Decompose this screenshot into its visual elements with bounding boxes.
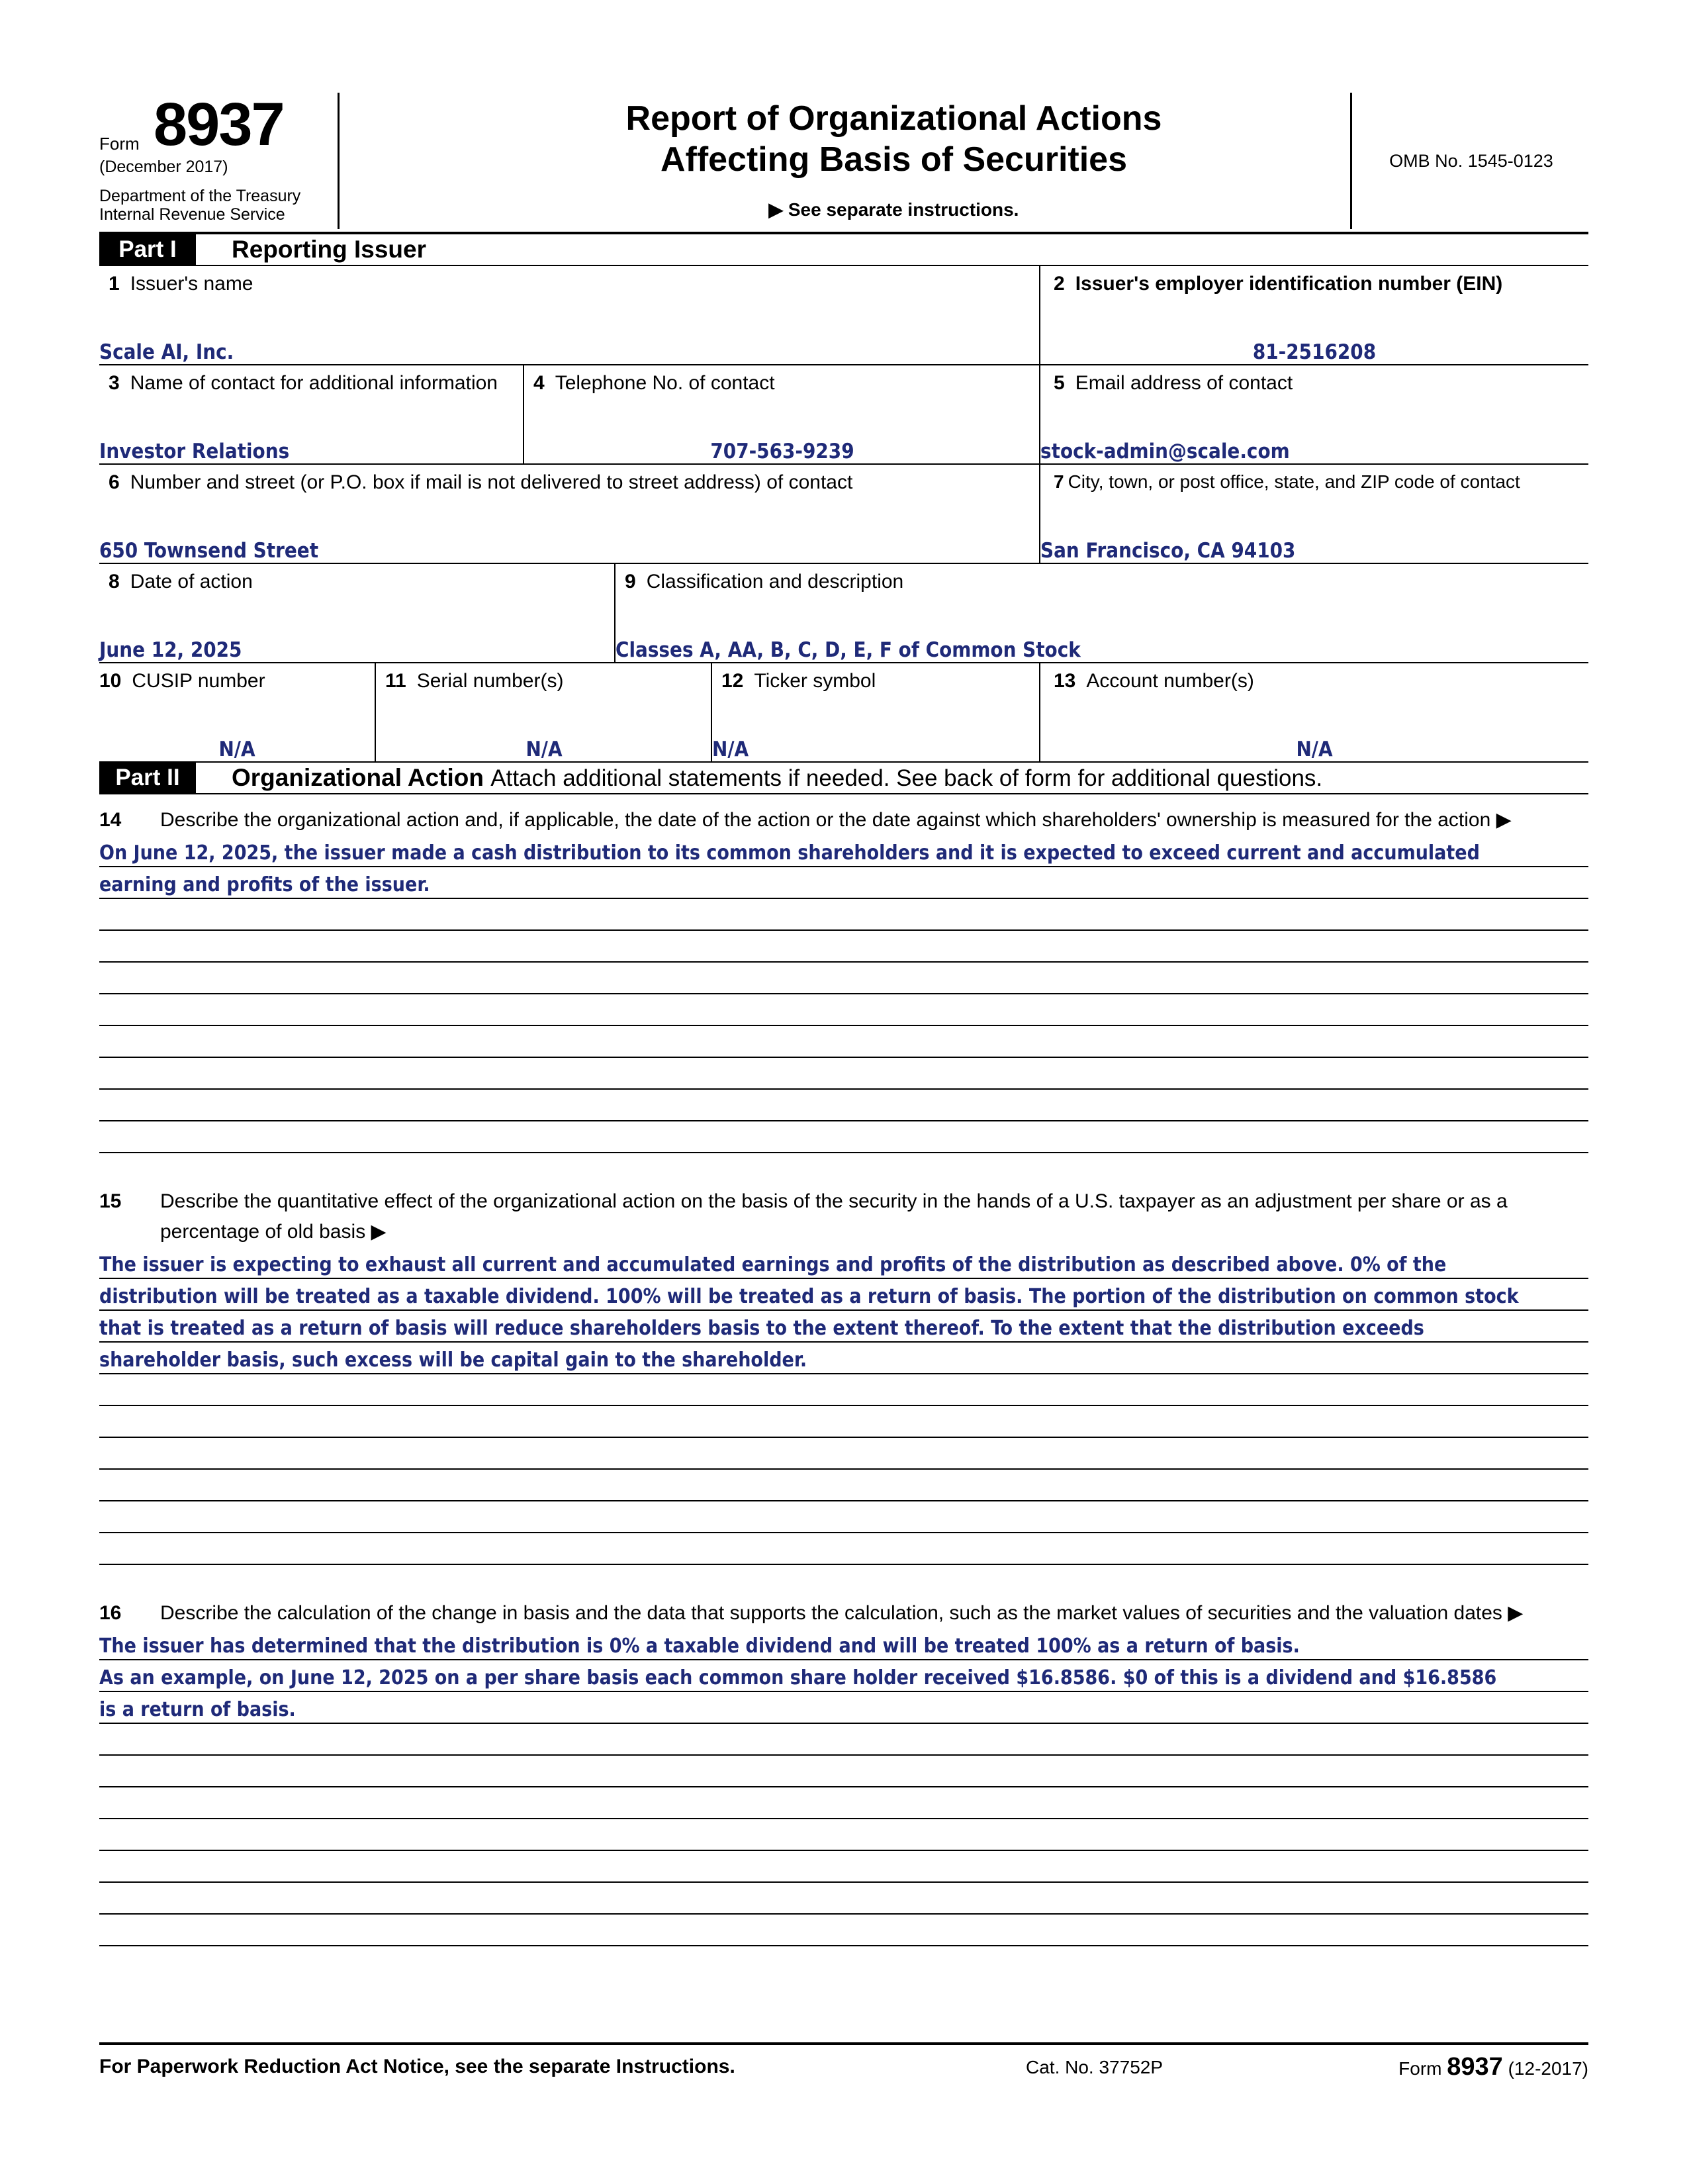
part2-title-block bbox=[232, 764, 1322, 792]
field-contact-name[interactable] bbox=[99, 365, 523, 463]
form-title-line2: Affecting Basis of Securities bbox=[660, 140, 1128, 179]
answer-line-text: The issuer is expecting to exhaust all current and accumulated earnings and profits of the distribution as described above. 0% of the bbox=[99, 1253, 1447, 1276]
answer-line[interactable] bbox=[99, 1851, 1588, 1883]
field-ticker[interactable] bbox=[711, 663, 1040, 761]
question-15-number: 15 bbox=[99, 1190, 122, 1212]
part2-title-note: Attach additional statements if needed. See back of form for additional questions. bbox=[490, 765, 1323, 791]
answer-line[interactable] bbox=[99, 1406, 1588, 1438]
answer-line[interactable] bbox=[99, 931, 1588, 963]
question-15-answer-lines[interactable] bbox=[99, 1247, 1588, 1565]
field-city-label: 7 City, town, or post office, state, and ZIP code of contact bbox=[1054, 471, 1520, 492]
answer-line[interactable] bbox=[99, 1247, 1588, 1279]
answer-line[interactable] bbox=[99, 1343, 1588, 1374]
field-account-value: N/A bbox=[1296, 737, 1333, 761]
field-ein-value: 81-2516208 bbox=[1252, 340, 1377, 364]
part2-tag: Part II bbox=[99, 763, 196, 793]
form-revision: (December 2017) bbox=[99, 158, 228, 176]
answer-line[interactable] bbox=[99, 1470, 1588, 1501]
part1-tag: Part I bbox=[99, 234, 196, 265]
field-issuer-name[interactable] bbox=[99, 266, 1039, 364]
field-classification-label: 9 Classification and description bbox=[625, 571, 904, 593]
footer-form-word: Form bbox=[1398, 2058, 1442, 2079]
question-16-prompt bbox=[99, 1588, 1588, 1629]
field-issuer-name-value: Scale AI, Inc. bbox=[99, 340, 234, 364]
answer-line[interactable] bbox=[99, 1090, 1588, 1121]
field-ticker-label: 12 Ticker symbol bbox=[721, 670, 876, 692]
field-ein[interactable] bbox=[1039, 266, 1588, 364]
answer-line-text: shareholder basis, such excess will be capital gain to the shareholder. bbox=[99, 1349, 807, 1372]
row-contact bbox=[99, 365, 1588, 465]
see-instructions: ▶ See separate instructions. bbox=[768, 199, 1019, 220]
field-account-label: 13 Account number(s) bbox=[1054, 670, 1254, 692]
field-telephone-value: 707-563-9239 bbox=[710, 440, 854, 463]
paperwork-notice: For Paperwork Reduction Act Notice, see the separate Instructions. bbox=[99, 2056, 735, 2077]
field-street[interactable] bbox=[99, 465, 1039, 563]
question-16 bbox=[99, 1588, 1588, 1946]
field-serial-label: 11 Serial number(s) bbox=[385, 670, 564, 692]
answer-line-text: On June 12, 2025, the issuer made a cash distribution to its common shareholders and it is expected to exceed current and accumulated bbox=[99, 841, 1480, 865]
question-14-text: Describe the organizational action and, if applicable, the date of the action or the date against which shareholders' ownership is measured for the action ▶ bbox=[160, 809, 1512, 831]
field-classification[interactable] bbox=[614, 564, 1588, 662]
answer-line[interactable] bbox=[99, 963, 1588, 994]
answer-line-text: distribution will be treated as a taxable dividend. 100% will be treated as a return of basis. The portion of the distribution on common stock bbox=[99, 1285, 1519, 1308]
answer-line[interactable] bbox=[99, 1533, 1588, 1565]
answer-line[interactable] bbox=[99, 1629, 1588, 1660]
answer-line[interactable] bbox=[99, 1058, 1588, 1090]
answer-line[interactable] bbox=[99, 1724, 1588, 1756]
part2-title: Organizational Action bbox=[232, 764, 484, 791]
question-15-text: Describe the quantitative effect of the organizational action on the basis of the security in the hands of a U.S. taxpayer as an adjustment per share or as a percentage of old basis ▶ bbox=[160, 1190, 1508, 1243]
answer-line-text: that is treated as a return of basis will reduce shareholders basis to the extent thereof. To the extent that the distribution exceeds bbox=[99, 1317, 1424, 1340]
answer-line[interactable] bbox=[99, 1660, 1588, 1692]
answer-line-text: is a return of basis. bbox=[99, 1698, 296, 1721]
answer-line[interactable] bbox=[99, 1374, 1588, 1406]
form-word: Form bbox=[99, 134, 140, 154]
row-identifiers bbox=[99, 663, 1588, 763]
field-date-of-action[interactable] bbox=[99, 564, 614, 662]
question-16-number: 16 bbox=[99, 1602, 122, 1624]
answer-line[interactable] bbox=[99, 1883, 1588, 1915]
row-action bbox=[99, 564, 1588, 663]
answer-line[interactable] bbox=[99, 1915, 1588, 1946]
field-cusip-label: 10 CUSIP number bbox=[99, 670, 265, 692]
form-footer bbox=[99, 2042, 1588, 2085]
answer-line[interactable] bbox=[99, 899, 1588, 931]
field-cusip-value: N/A bbox=[218, 737, 255, 761]
answer-line[interactable] bbox=[99, 835, 1588, 867]
form-title bbox=[340, 98, 1448, 180]
agency-block bbox=[99, 187, 300, 224]
question-14 bbox=[99, 794, 1588, 1153]
field-date-of-action-value: June 12, 2025 bbox=[99, 638, 242, 662]
department-name: Department of the Treasury bbox=[99, 187, 301, 205]
answer-line[interactable] bbox=[99, 1026, 1588, 1058]
part1-header bbox=[99, 234, 1588, 266]
question-14-prompt bbox=[99, 794, 1588, 835]
footer-form-id bbox=[1398, 2053, 1588, 2081]
question-14-answer-lines[interactable] bbox=[99, 835, 1588, 1153]
field-account[interactable] bbox=[1039, 663, 1588, 761]
answer-line-text: earning and profits of the issuer. bbox=[99, 873, 430, 896]
row-issuer bbox=[99, 266, 1588, 365]
field-contact-name-label: 3 Name of contact for additional information bbox=[109, 372, 498, 394]
field-contact-name-value: Investor Relations bbox=[99, 440, 290, 463]
part1-title: Reporting Issuer bbox=[232, 236, 426, 263]
field-issuer-name-label: 1 Issuer's name bbox=[109, 273, 253, 295]
answer-line[interactable] bbox=[99, 1438, 1588, 1470]
answer-line[interactable] bbox=[99, 1787, 1588, 1819]
form-number: 8937 bbox=[154, 91, 284, 158]
answer-line[interactable] bbox=[99, 1819, 1588, 1851]
field-date-of-action-label: 8 Date of action bbox=[109, 571, 253, 593]
answer-line-text: As an example, on June 12, 2025 on a per share basis each common share holder received $16.8586. $0 of this is a dividend and $16.8586 bbox=[99, 1666, 1497, 1689]
answer-line[interactable] bbox=[99, 1756, 1588, 1787]
answer-line[interactable] bbox=[99, 994, 1588, 1026]
field-telephone[interactable] bbox=[523, 365, 1040, 463]
answer-line[interactable] bbox=[99, 1311, 1588, 1343]
question-16-text: Describe the calculation of the change in basis and the data that supports the calculation, such as the market values of securities and the valuation dates ▶ bbox=[160, 1602, 1524, 1624]
answer-line[interactable] bbox=[99, 1121, 1588, 1153]
question-14-number: 14 bbox=[99, 809, 122, 831]
field-ein-label: 2 Issuer's employer identification number (EIN) bbox=[1054, 273, 1503, 295]
answer-line[interactable] bbox=[99, 1501, 1588, 1533]
footer-form-number: 8937 bbox=[1447, 2053, 1503, 2081]
part2-header bbox=[99, 763, 1588, 794]
form-8937 bbox=[99, 93, 1588, 1946]
form-id-block bbox=[99, 93, 340, 229]
form-header bbox=[99, 93, 1588, 234]
form-title-block bbox=[340, 93, 1448, 229]
field-city[interactable] bbox=[1039, 465, 1588, 563]
answer-line-text: The issuer has determined that the distribution is 0% a taxable dividend and will be treated 100% as a return of basis. bbox=[99, 1635, 1300, 1658]
form-title-line1: Report of Organizational Actions bbox=[625, 99, 1162, 138]
field-cusip[interactable] bbox=[99, 663, 375, 761]
field-serial[interactable] bbox=[375, 663, 712, 761]
field-telephone-label: 4 Telephone No. of contact bbox=[533, 372, 775, 394]
field-email-label: 5 Email address of contact bbox=[1054, 372, 1293, 394]
field-ticker-value: N/A bbox=[712, 737, 749, 761]
omb-block bbox=[1350, 93, 1590, 229]
field-email[interactable] bbox=[1039, 365, 1588, 463]
field-serial-value: N/A bbox=[525, 737, 563, 761]
question-16-answer-lines[interactable] bbox=[99, 1629, 1588, 1946]
field-city-value: San Francisco, CA 94103 bbox=[1040, 539, 1296, 563]
answer-line[interactable] bbox=[99, 1692, 1588, 1724]
question-15-prompt bbox=[99, 1176, 1588, 1247]
field-street-label: 6 Number and street (or P.O. box if mail is not delivered to street address) of contact bbox=[109, 471, 853, 493]
footer-form-revision: (12-2017) bbox=[1508, 2058, 1588, 2079]
question-15 bbox=[99, 1176, 1588, 1565]
row-address bbox=[99, 465, 1588, 564]
field-classification-value: Classes A, AA, B, C, D, E, F of Common Stock bbox=[616, 638, 1081, 662]
answer-line[interactable] bbox=[99, 1279, 1588, 1311]
field-email-value: stock-admin@scale.com bbox=[1040, 440, 1290, 463]
field-street-value: 650 Townsend Street bbox=[99, 539, 319, 563]
service-name: Internal Revenue Service bbox=[99, 205, 285, 224]
catalog-number: Cat. No. 37752P bbox=[1026, 2057, 1163, 2077]
answer-line[interactable] bbox=[99, 867, 1588, 899]
omb-number: OMB No. 1545-0123 bbox=[1389, 151, 1553, 171]
